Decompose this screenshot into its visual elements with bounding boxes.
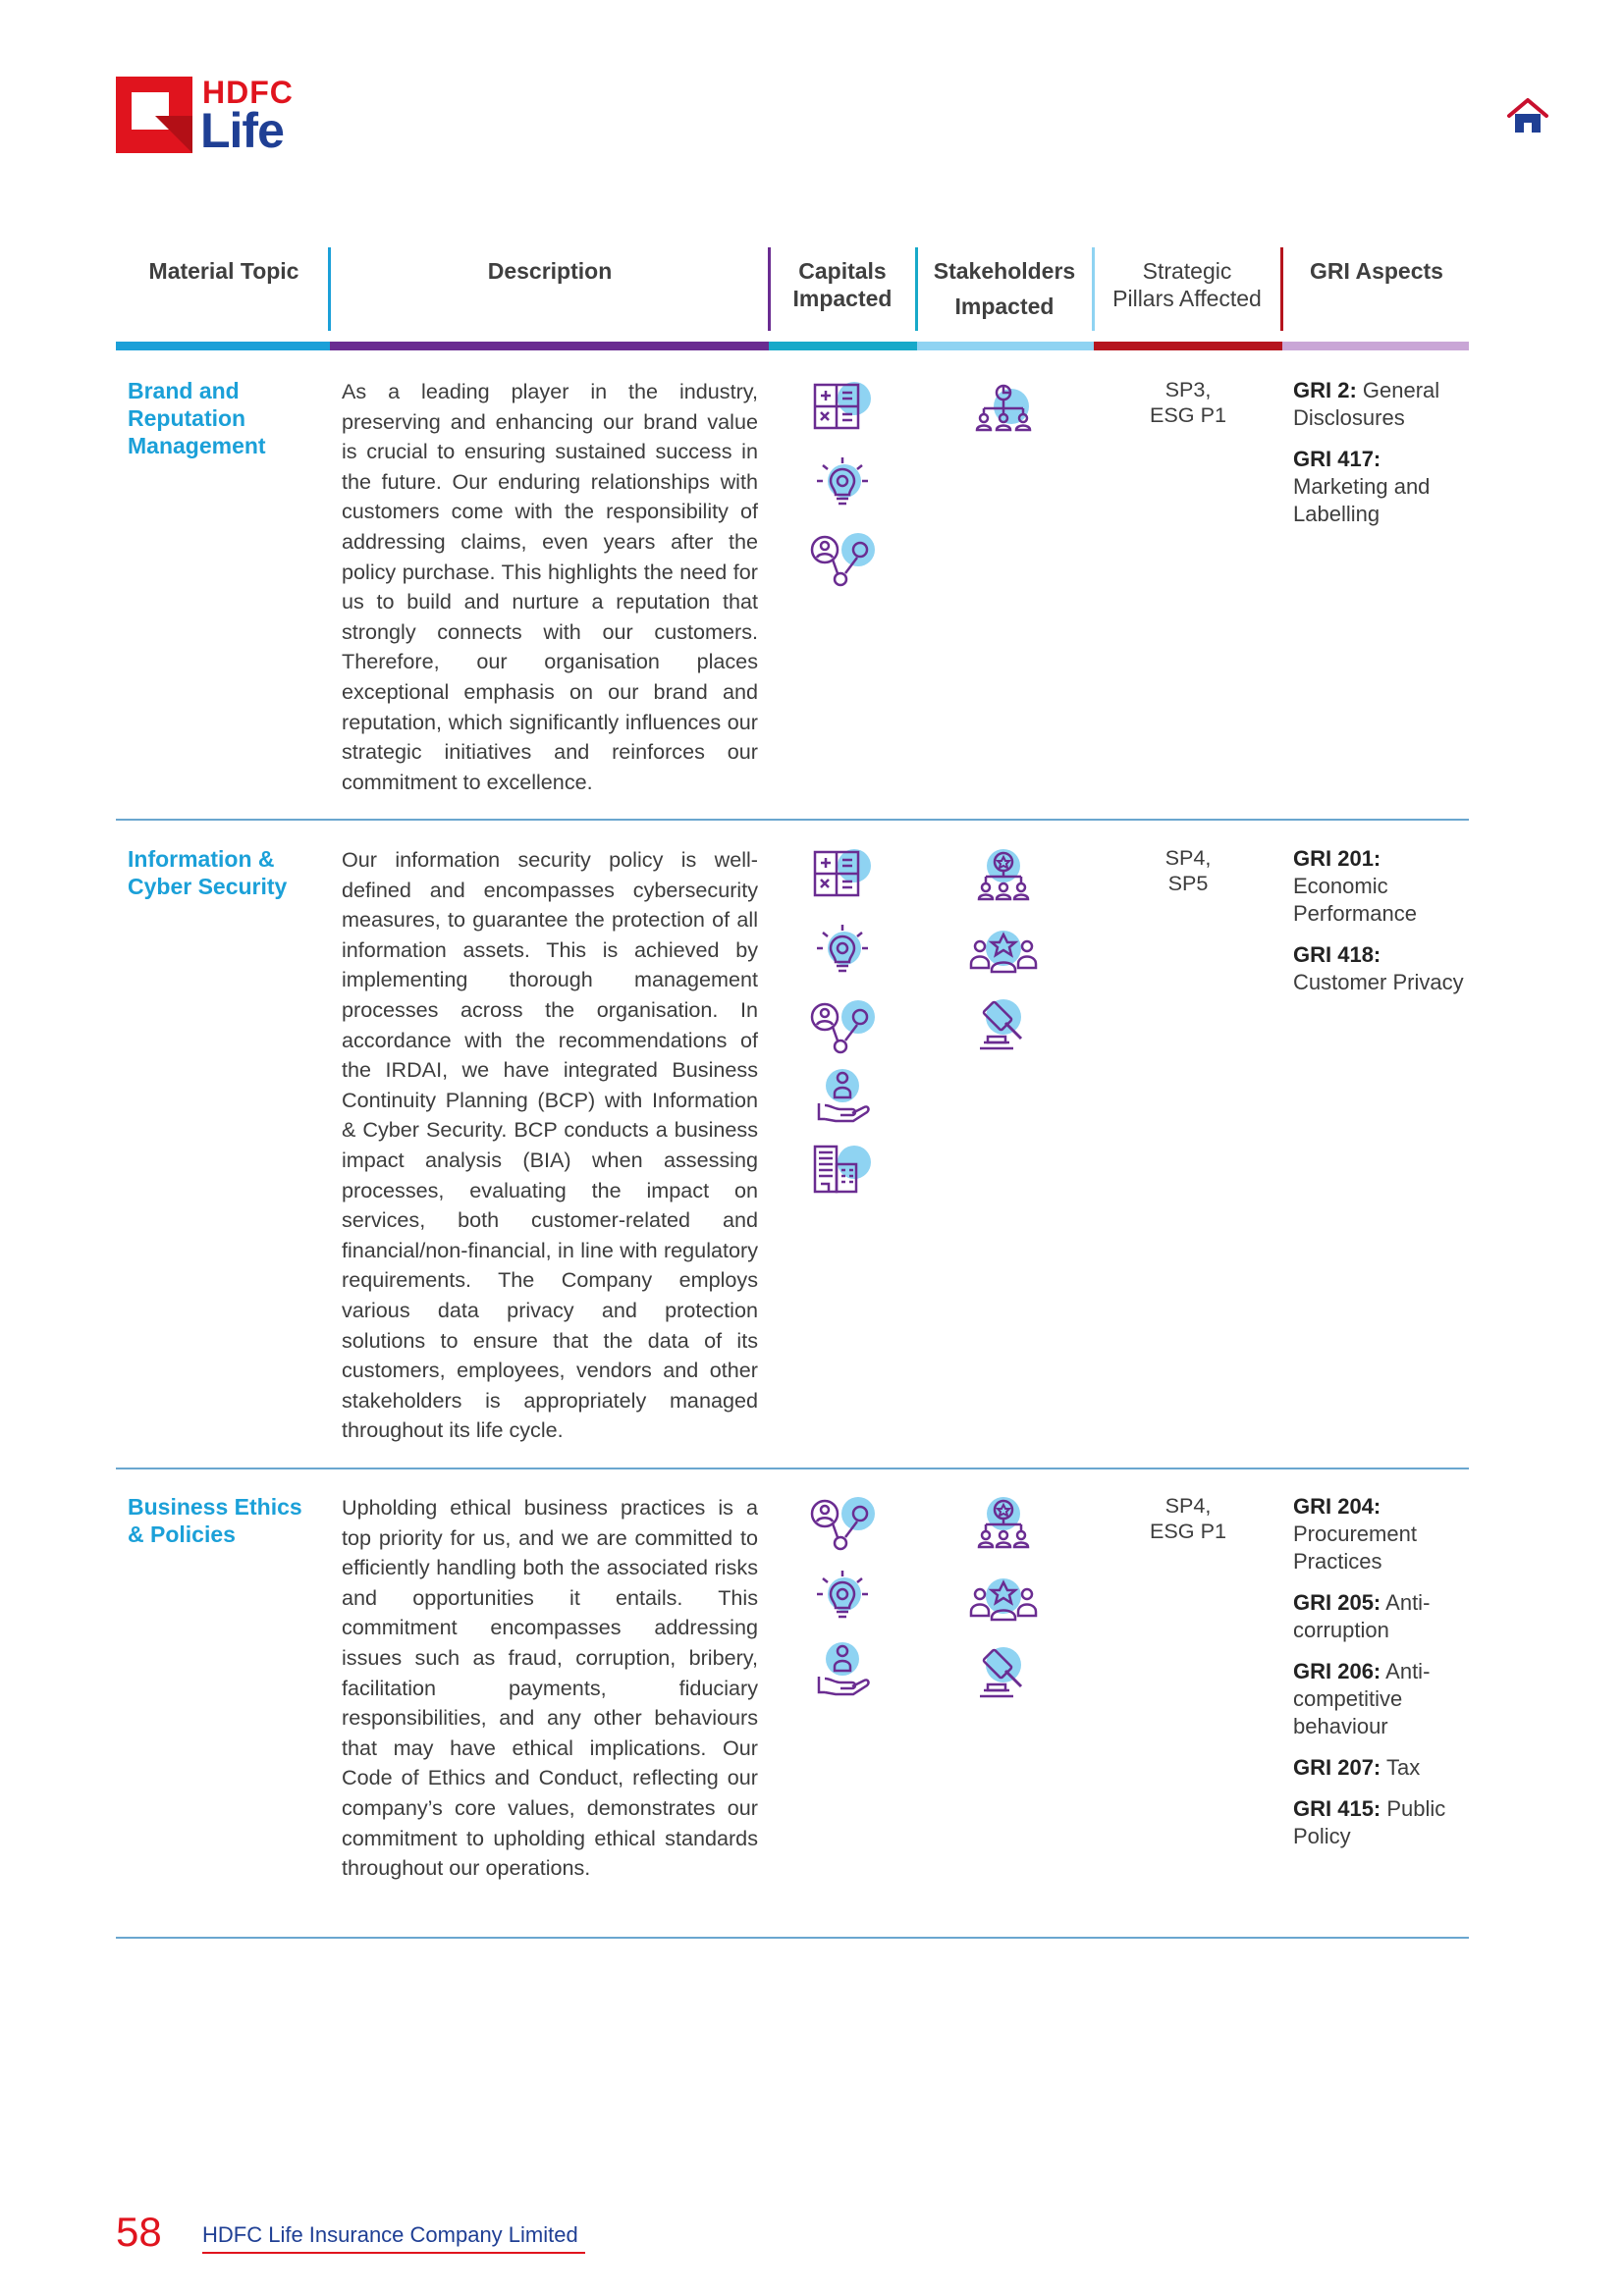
social-relationship-capital-icon (807, 1492, 878, 1555)
intellectual-capital-icon (807, 921, 878, 984)
row-divider (116, 1468, 1469, 1469)
logo-mark (116, 77, 192, 153)
header-capitals-impacted: Capitals Impacted (792, 258, 893, 311)
column-divider (1092, 247, 1095, 331)
footer-company-name: HDFC Life Insurance Company Limited (202, 2222, 578, 2247)
social-relationship-capital-icon (807, 528, 878, 591)
financial-capital-icon (807, 379, 878, 442)
material-topic-cyber-security: Information & Cyber Security (128, 846, 288, 899)
strategic-pillars-cyber-security: SP4, SP5 (1164, 845, 1212, 895)
strategic-pillars-brand: SP3, ESG P1 (1149, 377, 1226, 427)
header-description: Description (487, 258, 613, 284)
header-stakeholders-impacted: Stakeholders Impacted (933, 258, 1076, 319)
column-divider (1280, 247, 1283, 331)
employees-icon (968, 1494, 1039, 1557)
material-topic-brand: Brand and Reputation Management (128, 378, 266, 458)
description-cyber-security: Our information security policy is well-defined and encompasses cybersecurity measures, to guarantee the protection of all information assets. This is achieved by implementing thorough management processes across the organisation. In accordance with the recommendations of the IRDAI, we have integrated Business Continuity Planning (BCP) with Information & Cyber Security. BCP conducts a business impact analysis (BIA) when assessing processes, evaluating the impact on services, both customer-related and financial/non-financial, in line with regulatory requirements. The Company employs various data privacy and protection solutions to ensure that the data of its customers, employees, vendors and other stakeholders is appropriately managed throughout its life cycle. (342, 847, 758, 1443)
strategic-pillars-business-ethics: SP4, ESG P1 (1149, 1493, 1226, 1543)
header-material-topic: Material Topic (148, 258, 299, 284)
regulators-icon (968, 1641, 1039, 1704)
header-bar-capitals (769, 342, 917, 350)
header-bar-description (330, 342, 769, 350)
logo-text-life: Life (200, 103, 284, 158)
material-topic-business-ethics: Business Ethics & Policies (128, 1494, 302, 1547)
customers-icon (968, 921, 1039, 984)
header-strategic-pillars: Strategic Pillars Affected (1112, 258, 1262, 311)
manufactured-capital-icon (807, 1141, 878, 1203)
intellectual-capital-icon (807, 454, 878, 516)
employees-icon (968, 846, 1039, 909)
header-bar-stakeholders (917, 342, 1094, 350)
shareholders-icon (968, 379, 1039, 442)
human-capital-icon (807, 1639, 878, 1702)
header-bar-strategic (1094, 342, 1282, 350)
column-divider (768, 247, 771, 331)
human-capital-icon (807, 1066, 878, 1129)
home-icon[interactable] (1506, 96, 1549, 135)
row-divider (116, 819, 1469, 821)
customers-icon (968, 1569, 1039, 1631)
description-brand: As a leading player in the industry, preserving and enhancing our brand value is crucial to ensuring sustained success in the future. Our enduring relationships with customers come with the responsibility of addressing claims, even years after the policy purchase. This highlights the need for us to build and nurture a reputation that strongly connects with our customers. Therefore, our organisation places exceptional emphasis on our brand and reputation, which significantly influences our strategic initiatives and reinforces our commitment to excellence. (342, 379, 758, 794)
header-bar-topic (116, 342, 330, 350)
intellectual-capital-icon (807, 1567, 878, 1629)
row-divider (116, 1937, 1469, 1939)
header-gri-aspects: GRI Aspects (1310, 258, 1443, 284)
column-divider (328, 247, 331, 331)
gri-aspects-brand: GRI 2: General Disclosures GRI 417: Marketing and Labelling (1293, 378, 1440, 526)
column-divider (915, 247, 918, 331)
hdfc-life-logo (116, 77, 302, 157)
logo-text-hdfc: HDFC (202, 75, 294, 110)
footer-underline (202, 2252, 585, 2254)
financial-capital-icon (807, 846, 878, 909)
description-business-ethics: Upholding ethical business practices is a top priority for us, and we are committed to efficiently handling both the associated risks and opportunities it entails. This commitment encompasses addressing issues such as fraud, corruption, bribery, facilitation payments, fiduciary responsibilities, and any other behaviours that may have ethical implications. Our Code of Ethics and Conduct, reflecting our company’s core values, demonstrates our commitment to upholding ethical standards throughout our operations. (342, 1495, 758, 1881)
social-relationship-capital-icon (807, 995, 878, 1058)
gri-aspects-cyber-security: GRI 201: Economic Performance GRI 418: Customer Privacy (1293, 846, 1464, 994)
regulators-icon (968, 993, 1039, 1056)
page-number: 58 (116, 2209, 162, 2255)
gri-aspects-business-ethics: GRI 204: Procurement Practices GRI 205: Anti-corruption GRI 206: Anti-competitive behaviour GRI 207: Tax GRI 415: Public Policy (1293, 1494, 1446, 1848)
header-bar-gri (1282, 342, 1469, 350)
